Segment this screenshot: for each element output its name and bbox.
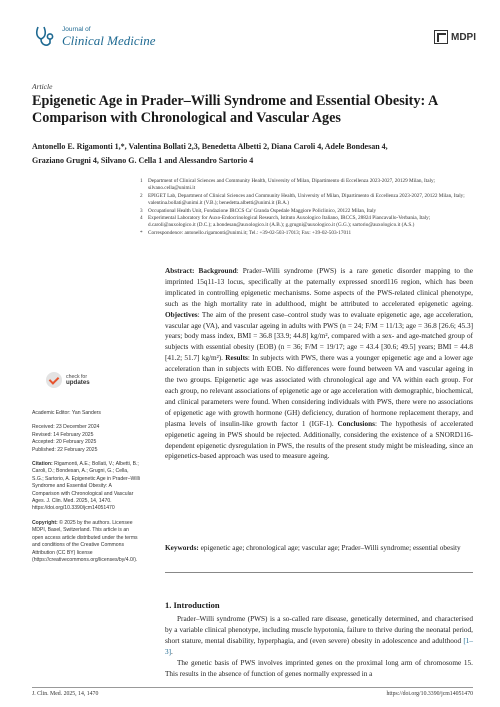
author-list [32, 140, 472, 167]
authors-text-1: Antonello E. Rigamonti 1,*, Valentina Bollati 2,3, Benedetta Albetti 2, Diana Caroli 4, Adele Bondesan 4, [32, 142, 388, 151]
article-title: Epigenetic Age in Prader–Willi Syndrome and Essential Obesity: A Comparison with Chronological and Vascular Ages [32, 93, 438, 126]
intro-paragraph-2: The genetic basis of PWS involves imprinted genes on the proximal long arm of chromosome 15. This results in the absence of function of genes normally expressed in a [165, 658, 473, 678]
check-updates-icon [46, 372, 62, 388]
authors-text-2: Graziano Grugni 4, Silvano G. Cella 1 and Alessandro Sartorio 4 [32, 155, 254, 165]
section-divider [165, 572, 473, 573]
affiliation-2: 2 EPIGET Lab, Department of Clinical Sciences and Community Health, University of Milan, Dipartimento di Eccellenza 2023-2027, 20122 Milan, Italy; valentina.bollati@unimi.it (V.B.); benedetta.albetti@unimi.it (B.A.) [140, 192, 465, 207]
publication-dates [32, 424, 140, 454]
publisher-logo[interactable] [434, 30, 476, 44]
journal-logo[interactable] [32, 24, 156, 50]
author-line-2 [32, 154, 472, 168]
journal-of-label: Journal of [62, 26, 91, 34]
abstract-objectives: : The aim of the present case–control study was to evaluate epigenetic age, age acceleration, vascular age (VA), and vascular ageing in adults with PWS (n = 24; F/M = 11/13; age = 36.8 [26.6; 45.3] years; body mass index, BMI = 36.8 [33.9; 44.8] kg/m², compared with a sex- and age-matched group of subjects with essential obesity (EOB) (n = 36; F/M = 19/17; age = 43.4 [30.6; 49.5] years; BMI = 44.8 [41.2; 51.7] kg/m²). [165, 310, 473, 363]
article-sidebar [32, 372, 140, 571]
academic-editor: Academic Editor: Yan Sanders [32, 410, 101, 416]
footer-journal-ref: J. Clin. Med. 2025, 14, 1470 [32, 691, 99, 697]
published-date: Published: 22 February 2025 [32, 446, 98, 453]
abstract-results: : In subjects with PWS, there was a younger epigenetic age and a lower age acceleration than in subjects with EOB. No differences were found between VA and vascular ageing in the two groups. Epigenetic age was associated with chronological age and VA within each group. For each group, no relevant associations of epigenetic age or age acceleration with demographic, biochemical, and clinical parameters were found. When considering individuals with PWS, there were no associations of epigenetic age with growth hormone (GH) deficiency, duration of hormone replacement therapy, and plasma levels of insulin-like growth factor 1 (IGF-1). [165, 354, 473, 428]
reference-link[interactable]: [1–3] [165, 636, 473, 656]
journal-title: Clinical Medicine [62, 32, 156, 48]
received-date: Received: 23 December 2024 [32, 424, 100, 431]
check-for-updates-button[interactable] [46, 372, 140, 388]
revised-date: Revised: 14 February 2025 [32, 431, 94, 438]
abstract-background: : Prader–Willi syndrome (PWS) is a rare genetic disorder mapping to the imprinted 15q11-13 locus, specifically at the paternally expressed snord116 region, which has been implicated in controlling epigenetic mechanisms. Some aspects of the PWS-related clinical phenotype, such as the high mortality rate in adulthood, might be attributed to accelerated epigenetic ageing. [165, 267, 474, 308]
keywords-text: epigenetic age; chronological age; vascular age; Prader–Willi syndrome; essential obesity [198, 544, 461, 552]
abstract-objectives-label: Objectives [165, 310, 198, 319]
abstract-conclusions: : The hypothesis of accelerated epigenetic ageing in PWS should be rejected. Additionally, considering the existence of a SNORD116-dependent epigenetic dysregulation in PWS, the results of the present study might be misleading, since an epigenetics-based approach was used to measure ageing. [165, 419, 473, 461]
introduction-heading: 1. Introduction [165, 600, 220, 610]
publisher-name: MDPI [451, 31, 476, 43]
abstract-background-label: Abstract: Background [165, 267, 237, 275]
abstract-conclusions-label: Conclusions [337, 419, 375, 428]
stethoscope-icon [32, 24, 58, 50]
affiliation-4: 4 Experimental Laboratory for Auxo-Endocrinological Research, Istituto Auxologico Italiano, IRCCS, 28824 Piancavallo-Verbania, Italy; d.caroli@auxologico.it (D.C.); a.bondesan@auxologico.it (A.B.); g.grugni@auxologico.it (G.G.); sartorio@auxologico.it (A.S.) [140, 215, 431, 229]
affiliations [140, 178, 476, 237]
keywords-label: Keywords: [165, 544, 199, 552]
abstract-results-label: Results [225, 354, 248, 363]
updates-label: updates [66, 379, 90, 386]
footer-doi-link[interactable]: https://doi.org/10.3390/jcm14051470 [386, 691, 473, 697]
abstract [165, 266, 473, 462]
intro-paragraph-1: Prader–Willi syndrome (PWS) is a so-called rare disease, genetically determined, and characterised by a variable clinical phenotype, including muscle hypotonia, failure to thrive during the neonatal period, short stature, mental disability, hyperphagia, and (even severe) obesity in adolescence and adulthood [1–3]. [165, 615, 473, 656]
citation[interactable]: Citation: Rigamonti, A.E.; Bollati, V.; Albetti, B.; Caroli, D.; Bondesan, A.; Grugni, G.; Cella, S.G.; Sartorio, A. Epigenetic Age in Prader–Willi Syndrome and Essential Obesity: A Comparison with Chronological and Vascular Ages. J. Clin. Med. 2025, 14, 1470. https://doi.org/10.3390/jcm14051470 [32, 461, 140, 512]
copyright[interactable]: Copyright: © 2025 by the authors. Licensee MDPI, Basel, Switzerland. This article is an open access article distributed under the terms and conditions of the Creative Commons Attribution (CC BY) license (https://creativecommons.org/licenses/by/4.0/). [32, 519, 138, 563]
accepted-date: Accepted: 20 February 2025 [32, 439, 97, 446]
author-line-1 [32, 140, 472, 154]
introduction-body [165, 614, 473, 679]
affiliation-3: 3 Occupational Health Unit, Fondazione IRCCS Ca' Granda Ospedale Maggiore Policlinico, 20122 Milan, Italy [140, 207, 377, 214]
article-type: Article [32, 82, 53, 91]
mdpi-logo-icon [434, 30, 448, 44]
correspondence[interactable]: * Correspondence: antonello.rigamonti@unimi.it; Tel.: +39-02-503-17013; Fax: +39-02-503-17011 [140, 229, 352, 236]
keywords [165, 543, 473, 554]
updates-check-text: check for [66, 374, 88, 380]
footer-rule [32, 687, 473, 688]
affiliation-1: 1 Department of Clinical Sciences and Community Health, University of Milan, Dipartimento di Eccellenza 2023-2027, 20129 Milan, Italy; silvano.cella@unimi.it [140, 178, 435, 192]
